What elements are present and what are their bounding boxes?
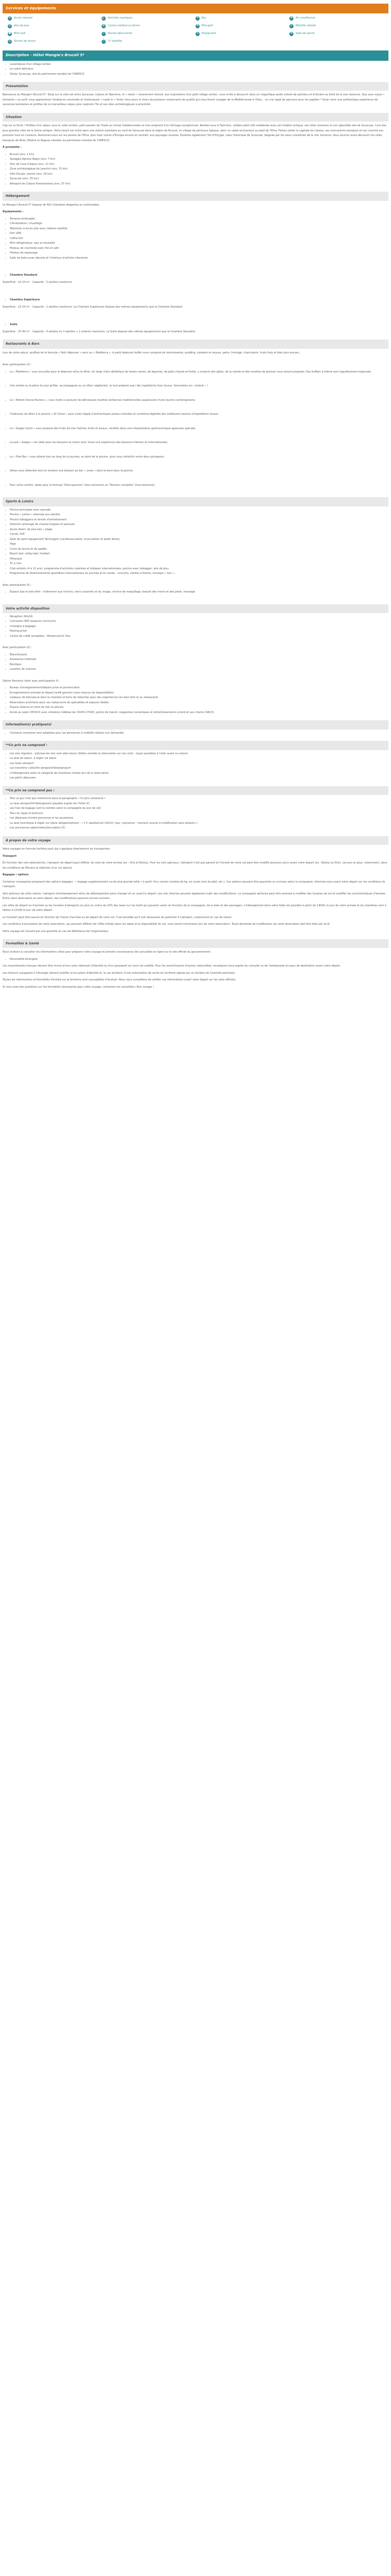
- list-item: • Tout ce qui n'est pas mentionné dans le paragraphe « Ce prix comprend »: [10, 796, 388, 802]
- service-item: [289, 31, 383, 37]
- snowflake-icon: ❄: [290, 16, 293, 20]
- list-item: • Yoga: [10, 542, 388, 547]
- tv-icon: ▭: [102, 40, 105, 43]
- info-list: [10, 731, 388, 736]
- price-excludes-list: [10, 796, 388, 831]
- standard-room-title: • Chambre Standard: [10, 273, 388, 278]
- list-item: • Syracuse (env. 35 km): [10, 177, 388, 182]
- list-item: • Venez vous détendre tout en sirotant une boisson au bar « Linea » dans le bord dans la piscine.: [10, 469, 388, 474]
- service-label: Piscine découverte: [108, 32, 133, 36]
- service-item: [196, 15, 289, 21]
- list-item: • Les transferts collectifs aéroport/hôtel/aéroport: [10, 766, 388, 771]
- service-item: [289, 23, 383, 29]
- presentation-text: Bienvenue au Mangia's Brucoli 5*. Situé sur la côte est entre Syracuse, Catane et Taormine, le « resort » récemment rénové, aux inspirations d'un petit village sicilien, vous invite à découvrir dans un magnifique jardin arboré de palmiers et d'oliviers au bord de la mer ionienne. Que vous soyez « farniente » ou actif, vous apprécierez l'ambiance conviviale et chaleureuse « made in » Sicile, tous azurs si chers de plusieurs restaurants de qualité qui vous feront voyager de la Méditerranée à l'Asie... un vrai régal de parcours pour les papilles ! Sinon vivre une authentique expérience de vacances balnéaires et profitez de ce merveilleux séjour pour explorer l'île et ses sites archéologiques à proximité.: [3, 93, 385, 107]
- service-label: Bar: [202, 16, 206, 20]
- list-item: • Club enfants (4 à 12 ans), programme d'activités créatives et ludiques internationales, piscine avec toboggan, aire de jeux: [10, 567, 388, 572]
- list-item: • Connexion Wifi (espaces communs): [10, 619, 388, 624]
- list-item: • Espace Spa et bien-être : traitement aux rochers, soins corporels et du visage, service de maquillage, beauté des mains et des pieds, massage: [10, 590, 388, 595]
- service-label: Salle de sports: [296, 32, 315, 36]
- equipment-title: Équipements :: [3, 210, 24, 214]
- service-item: [102, 15, 196, 21]
- service-label: Activités nautiques: [108, 16, 133, 20]
- list-item: • Cartes de crédit acceptées : Mastercard & Visa: [10, 634, 388, 639]
- sports-list: [10, 508, 388, 577]
- list-item: • Les taxes aéroport: [10, 761, 388, 767]
- list-item: • Location de voitures: [10, 667, 388, 672]
- formalites-text: Les mineurs voyageant à l'étranger doivent justifier d'une pièce d'identité et, le cas échéant, d'une autorisation de sortie du territoire signée par un titulaire de l'autorité parentale.: [3, 971, 236, 975]
- apropos-text: Les villes de départ ou d'arrivée ou les horaires d'aéroports en plus ou moins de 20% des taxes sur les tarifs qui peuvent varier en fonction de la compagnie, de la date et des passagers. L'hébergement dans votre hôtel est possible à partir de 14h00, le jour de votre arrivée et les chambres sont à libérer à 11h00 le jour de votre départ.: [3, 904, 386, 912]
- list-item: • Parc de Cava d'Ispica (env. 12 km): [10, 162, 388, 167]
- list-item: • Climatisation / chauffage: [10, 222, 388, 227]
- list-item: • Les frais de bagage (soit le nombre selon la compagnie du jour de vol): [10, 806, 388, 811]
- list-item: • Le « Mediterra » vous accueille pour le déjeuner et/ou le dîner. Un large choix diététique de toutes sortes, de légumes, de plats chauds et froids, y compris des pâtes, de la viande et des recettes de poisson vous seront proposés. Des buffets à thème sont régulièrement organisés.: [10, 370, 388, 375]
- apropos-text: Certaines compagnies proposent des options bagages : « bagage supplémentaire ou de plus grande taille » à partir d'un certain nombre de kg, en soute (soit de gilet, etc.). Ces options peuvent être payantes ou incluses selon la compagnie. Informez-vous avant votre départ sur les conditions de l'aéroport.: [3, 880, 385, 888]
- boat-icon: ⛵: [102, 16, 106, 20]
- list-item: • Taux du repas et boissons: [10, 811, 388, 817]
- info-header: Information(s) pratique(s): [3, 720, 388, 729]
- list-item: • Solarium aménagé de chaises longues et parasols: [10, 522, 388, 528]
- superior-room-title: • Chambre Supérieure: [10, 298, 388, 303]
- list-item: • Les assurances optionnelles/annulation (€): [10, 826, 388, 831]
- activity-paid-list: [10, 653, 388, 672]
- list-item: • Piscine principale avec cascade: [10, 508, 388, 513]
- list-item: • Les dépenses d'ordre personnel et les pourboires: [10, 816, 388, 821]
- wheelchair-icon: ♿: [290, 24, 293, 28]
- list-item: • Le pub « Kaigan » est idéal pour les boissons et moins tard. Vivez une expérience des boissons fraîches et internationales.: [10, 440, 388, 446]
- apropos-text: Le transfert peut être assuré en fonction de l'heure d'arrivée ou de départ de votre vol. Il est possible qu'il soit nécessaire de patienter à l'aéroport, notamment en cas de retard.: [3, 916, 232, 919]
- page: [0, 0, 391, 1007]
- services-header: Services et équipements: [3, 4, 388, 13]
- list-item: • Réservation prioritaire pour vos restaurants de spécialités et espaces dédiés: [10, 701, 388, 706]
- description-intro-list: [10, 62, 388, 77]
- hebergement-header: Hébergement: [3, 192, 388, 200]
- service-label: Mini-club: [14, 32, 26, 36]
- avec-participation-label: Avec participation (€) :: [3, 363, 32, 367]
- list-item: • Brucoli (env. 2 km): [10, 152, 388, 158]
- formalites-list: [10, 957, 388, 962]
- medical-icon: ✚: [102, 24, 105, 28]
- apropos-text: Votre voyage est couvert par une garantie en cas de défaillance de l'organisateur.: [3, 929, 109, 933]
- list-item: • Aéroport de Catane Fontanarossa (env. 37 km): [10, 182, 388, 187]
- apropos-text: En fonction des vols sélectionnés, l'aéroport de départ peut différer de celui de votre arrivée (ex : Orly et Roissy). Pour les vols spéciaux, l'aéroport n'est pas garanti et l'horaire de votre vol peut être modifié plusieurs jours avant votre départ (ex : Roissy ou Orly). Les prix et pour, notamment, dans les conditions de Monaco la sélection d'un vol spécial.: [3, 861, 387, 870]
- list-item: • Les petits déjeuners: [10, 776, 388, 781]
- formalites-text: Si vous avez des questions sur les formalités nécessaires pour votre voyage, contactez nos conseillers. Bon voyage !: [3, 985, 154, 989]
- apropos-header: À propos de votre voyage: [3, 836, 388, 845]
- pool-icon: ≈: [102, 32, 105, 36]
- avec-participation-label: Avec participation (€) :: [3, 583, 32, 587]
- playground-icon: ☺: [8, 24, 11, 28]
- list-item: • Espace réservé en bord de mer et piscine: [10, 705, 388, 710]
- list-item: • Certaines chambres sont adaptées pour les personnes à mobilité réduite (sur demande): [10, 731, 388, 736]
- list-item: • Parking privé: [10, 629, 388, 634]
- formalites-text: Toutes les informations et formalités d'entrée sur le territoire sont susceptibles d'évoluer. Nous vous conseillons de vérifier ces informations avant votre départ sur les sites officiels.: [3, 978, 236, 982]
- list-item: • La taxe de séjour, à régler sur place: [10, 756, 388, 761]
- apropos-text: Vols spéciaux de cette nature, l'aéroport d'embarquement et/ou de débarquement peut changer et ce, avant le départ. Les vols internes peuvent également subir des modifications. La compagnie aérienne peut être amenée à modifier des horaires de vol et modifier les caractéristiques d'escales. Entre votre réservation et votre départ, des modifications peuvent encore survenir.: [3, 892, 386, 900]
- service-label: Centre médical ou ferme: [108, 24, 140, 28]
- kids-icon: ☻: [8, 32, 11, 36]
- service-item: [8, 15, 102, 21]
- price-includes-list: [10, 752, 388, 781]
- service-item: [196, 23, 289, 29]
- suite-room: [10, 323, 388, 328]
- proximity-list: [10, 152, 388, 187]
- service-item: [8, 39, 102, 44]
- list-item: • Mini-réfrigérateur, eau en bouteille: [10, 241, 388, 246]
- list-item: • Chaîneuse de dîner à la piscine « Al Cirone » pour vivez régalé d'authentiques pizzas cuisinées et combinez légèreté des meilleures saveurs d'ingrédients locaux.: [10, 412, 388, 417]
- suite-room-title: • Suite: [10, 323, 388, 328]
- list-item: • Coffre-fort: [10, 236, 388, 242]
- superior-room: [10, 298, 388, 303]
- service-label: Mini-golf: [202, 24, 213, 28]
- service-label: Tv satellite: [108, 40, 122, 43]
- formalites-text: Nous invitons à consulter les informations utiles pour préparer votre voyage et prendre connaissance des actualités en ligne sur le site officiel du gouvernement.: [3, 951, 211, 954]
- list-item: • Lavandeuse d'un village sicilien: [10, 62, 388, 67]
- list-item: • Les vols réguliers : précisez-les lors sont aller-retour (billets achetés la réservation sur nos vols) : soyez possibles à l'aller avant ou retour): [10, 752, 388, 757]
- list-item: • Le « Kaigan Sushi » vous propose des fruits de mer fraîches fruits et locaux, récoltés dans une interprétation gastronomique japonaise spéciale.: [10, 427, 388, 432]
- list-item: • Zone archéologique de Leontini (env. 15 km): [10, 167, 388, 172]
- list-item: • Ville Ducale, Lentini (env. 16 km): [10, 172, 388, 177]
- list-item: • Le cadre délicieux: [10, 67, 388, 72]
- golf-icon: ⚑: [196, 24, 199, 28]
- list-item: • Le « Pool Bar » vous attend tout au long de la journée, au bord de la piscine, pour vous rafraîchir entre deux plongeons.: [10, 455, 388, 460]
- list-item: • Consigne à bagages: [10, 624, 388, 630]
- service-label: Terrain de tennis: [14, 40, 36, 43]
- list-item: • La taxe aéroport/d'hébergement payable auprès de l'hôtel (€): [10, 802, 388, 807]
- list-item: • Spiaggia Agnone Bagni (env. 7 km): [10, 157, 388, 162]
- service-label: Air conditionné: [296, 16, 315, 20]
- list-item: • Canoë, SUP: [10, 532, 388, 537]
- list-item: • Accès direct, de plus bas « plage: [10, 528, 388, 533]
- sports-paid-list: [10, 590, 388, 595]
- list-item: • Accès au salon VIP/VCD avec collations (lobbies de 13h00-17h00), points de transit, magazines numériques et rafraîchissements à bord et aux chants (VACO): [10, 710, 388, 716]
- tennis-icon: ◎: [8, 40, 11, 43]
- glass-icon: ♒: [196, 16, 199, 20]
- service-label: Aire de jeux: [14, 24, 29, 28]
- restaurants-header: Restaurants & Bars: [3, 340, 388, 348]
- service-item: [102, 23, 196, 29]
- list-item: • Blanchisserie: [10, 653, 388, 658]
- hebergement-intro: Le Mangia's Brucoli 5* dispose de 402 chambres élégantes et confortables.: [3, 203, 100, 207]
- dumbbell-icon: ⚒: [290, 32, 293, 36]
- service-item: [102, 31, 196, 37]
- list-item: • Enregistrement anticipé et départ tardif garantis (sous réserve de disponibilités): [10, 691, 388, 696]
- service-label: Mobilité réduite: [296, 24, 316, 28]
- list-item: • L'hébergement selon la catégorie de chambres choisie lors de la réservation: [10, 771, 388, 776]
- wifi-icon: ≋: [8, 16, 11, 20]
- list-item: • Personalité étrangère: [10, 957, 388, 962]
- sports-header: Sports & Loisirs: [3, 497, 388, 506]
- list-item: • Télévision à écran plat avec chaînes satellite: [10, 227, 388, 232]
- list-item: • Court de tennis et de paddle: [10, 547, 388, 552]
- apropos-text: Votre voyagez en formule tarifaire pack qui s'applique directement au transporteur.: [3, 848, 111, 851]
- list-item: • Boutique: [10, 663, 388, 668]
- list-item: • Terrasse aménagée: [10, 217, 388, 222]
- proximity-title: À proximité :: [3, 146, 22, 149]
- list-item: • Piscine toboggans et terrain d'entraînement: [10, 518, 388, 523]
- list-item: • Une entrée ou la pièce du jour grillée, accompagnée ou un dîner végétarien, le tout préparé avec des ingrédients frais locaux. Sommeiers en « bistrot » !: [10, 384, 388, 389]
- list-item: • Assistance médicale: [10, 657, 388, 663]
- price-excludes-header: **Ce prix ne comprend pas :: [3, 786, 388, 795]
- list-item: • Visiter Syracuse, site du patrimoine mondial de l'UNESCO: [10, 72, 388, 77]
- service-item: [102, 39, 196, 44]
- service-label: Accès internet: [14, 16, 33, 20]
- list-item: • Pour votre confort, optez pour la formule "Demi-pension" (hors boissons) ou "Pension complète" (hors boissons).: [10, 483, 388, 488]
- list-item: • Pétanque: [10, 557, 388, 562]
- list-item: • Port USB: [10, 231, 388, 236]
- avec-participation-label: Avec participation (€) :: [3, 646, 32, 650]
- options-list: [10, 686, 388, 715]
- list-item: • Programme de divertissements quotidiens internationaux en journée et en soirée : concerts, soirées à thème, musique « live »...: [10, 571, 388, 577]
- situation-text: Cap sur la Sicile ! Profitez d'un séjour sous le soleil sicilien, petit paradis de l'Italie au climat méditerranéen et très empreint d'un héritage exceptionnel. Rendez-vous à Taormine, célèbre petit ville médiévale avec son théâtre antique, ses villas romaines et son splendide site de Syracuse, l'une des plus grandes cités de la Grèce antique. Votre resort est niché dans une station balnéaire au nord de Syracuse dans la région de Brucoli, un village de pêcheurs typique, dans un cadre enchanteur au pied de l'Etna. Partez visiter la capitale de Catane, ses monuments baroques et son marché aux poissons haut en couleurs. Aventurez-vous sur les pentes de l'Etna, plus haut volcan d'Europe encore en activité, aux paysages lunaires. Explorez également l'île d'Ortygie, cœur historique de Syracuse, baignée par les eaux cristallines de la mer Ionienne. Vous pourrez aussi découvrir les villes baroques de Noto, Modica et Raguse classées au patrimoine mondial de l'UNESCO.: [3, 124, 387, 142]
- service-label: Restaurant: [202, 32, 216, 36]
- list-item: • Bureau d'enregistrement/départ privé et personnalisé: [10, 686, 388, 691]
- list-item: • Réception 24h/24: [10, 615, 388, 620]
- services-grid: [3, 13, 388, 47]
- apropos-text: Les conditions d'annulation de votre réservation, qui peuvent différer de l'offre initiale selon les dates et la disponibilité du vol, vous seront transmises lors de votre réservation. Toute demande de modification de votre réservation doit être faite par écrit.: [3, 923, 331, 926]
- list-item: • Le « Bistrot Donna Paciona », vous invite à savourer de délicieuses recettes siciliennes traditionnelles auparavant d'une touche contemporaine.: [10, 398, 388, 403]
- restaurant-icon: ✕: [196, 32, 199, 36]
- standard-room-text: Superficie : 22-24 m² · Capacité : 2 adultes maximum: [3, 280, 72, 284]
- list-item: • Tir à l'arc: [10, 562, 388, 567]
- list-item: • Beach ball, volley-ball, football: [10, 552, 388, 557]
- standard-room: [10, 273, 388, 278]
- formalites-text: Les ressortissants français doivent être munis d'une carte nationale d'identité ou d'un passeport en cours de validité. Pour les ressortissants d'autres nationalités, renseignez-vous auprès du consulat ou de l'ambassade du pays de destination avant votre départ.: [3, 964, 341, 968]
- suite-room-text: Superficie : 37-40 m² · Capacité : 4 adultes ou 3 adultes + 1 enfants maximum. La Suite dispose des mêmes équipements que la Chambre Standard.: [3, 330, 196, 333]
- activity-header: Votre activité disposition: [3, 604, 388, 613]
- presentation-header: Présentation: [3, 82, 388, 91]
- list-item: • Piscine « calme » réservée aux adultes: [10, 513, 388, 518]
- list-item: • Salle de sport équipement Technogym (cardiovasculaire, musculation et poids libres): [10, 537, 388, 543]
- service-item: [196, 31, 289, 37]
- description-header: Description - Hôtel Mangia's Brucoli 5*: [3, 50, 388, 60]
- activity-list: [10, 615, 388, 639]
- list-item: • Plateau de repassage: [10, 251, 388, 256]
- list-item: • Cadeaux de bienvenue dans la chambre et bons de réduction pour des expériences (en bien être et au restaurant): [10, 696, 388, 701]
- situation-header: Situation: [3, 113, 388, 122]
- restaurants-list: [10, 370, 388, 488]
- superior-room-text: Superficie : 21-24 m² · Capacité : 2 adultes maximum. La Chambre Supérieure dispose des mêmes équipements que la Chambre Standard.: [3, 305, 183, 309]
- equipment-list: [10, 217, 388, 261]
- service-item: [8, 23, 102, 29]
- list-item: • Plateau de courtoisie avec thé et café: [10, 246, 388, 251]
- formalites-header: Formalités & Santé: [3, 939, 388, 948]
- service-item: [289, 15, 383, 21]
- list-item: • La taxe touristique à régler sur place obligatoirement : « 3 € /adulte/nuit (10/14 / jour / personne - montant soumis à modification sans préavis) »: [10, 821, 388, 826]
- restaurants-intro: Lors de votre séjour, profitez de la formule « Petit déjeuner » servi au « Mediterra », la petit déjeuner buffet vous composé de viennoiseries, pudding, céréales et sauces, pains, fromage, charcuterie, fruits frais et bien plus encore...: [3, 351, 301, 354]
- list-item: • Salle de bains avec douche et l'intérieur d'articles vitaminés: [10, 256, 388, 261]
- service-item: [8, 31, 102, 37]
- price-includes-header: **Ce prix ne comprend :: [3, 741, 388, 750]
- options-title: Option Pensions (dont avec participation €):: [3, 679, 60, 683]
- apropos-subtitle: Transport: [3, 854, 17, 858]
- apropos-subtitle: Bagages / options: [3, 873, 29, 876]
